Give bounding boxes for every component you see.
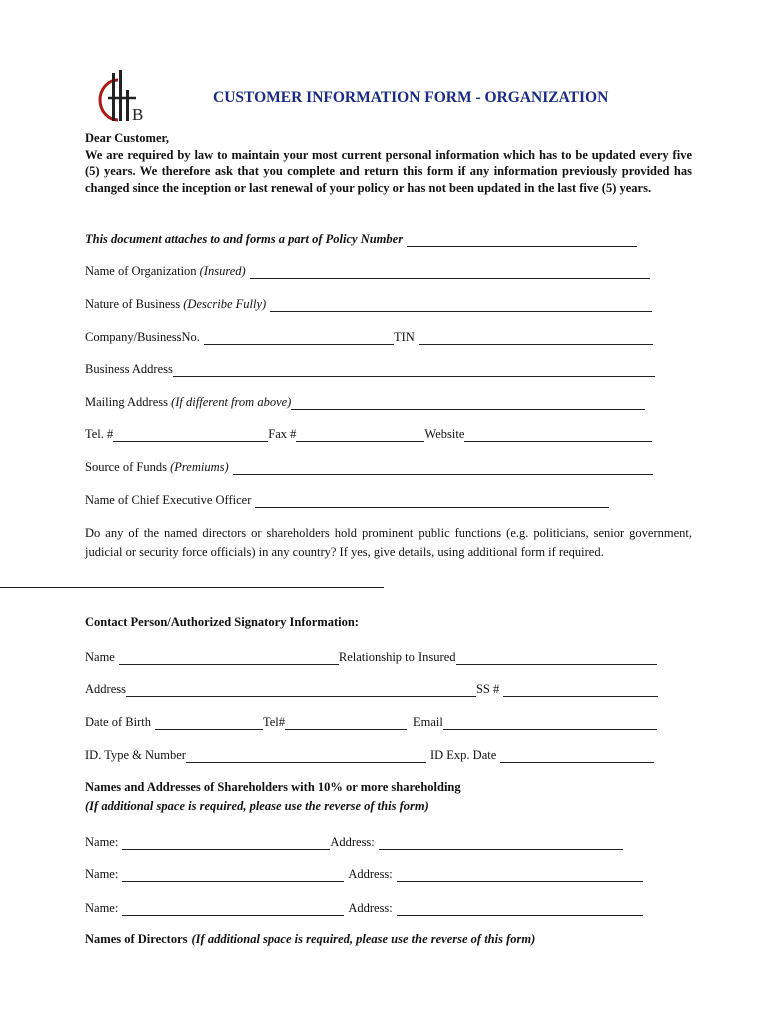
dob-field[interactable] — [155, 717, 263, 730]
company-no-label: Company/BusinessNo. — [85, 330, 200, 344]
intro-block — [85, 130, 692, 196]
dob-label: Date of Birth — [85, 715, 151, 729]
ss-label: SS # — [475, 682, 500, 696]
shareholders-heading-row — [85, 777, 461, 795]
policy-number-label: This document attaches to and forms a part of Policy Number — [85, 232, 404, 246]
ceo-label: Name of Chief Executive Officer — [85, 493, 252, 507]
contact-name-field[interactable] — [119, 652, 339, 665]
pep-answer-line[interactable] — [0, 587, 384, 588]
nature-business-row — [85, 294, 652, 312]
business-address-label: Business Address — [85, 362, 173, 376]
contact-tel-label: Tel# — [262, 715, 286, 729]
id-exp-label: ID Exp. Date — [429, 748, 497, 762]
contact-id-row — [85, 745, 654, 763]
shareholder-address-label: Address: — [348, 901, 393, 915]
mailing-address-field[interactable] — [291, 397, 645, 410]
shareholder-address-field[interactable] — [379, 837, 623, 850]
website-label: Website — [424, 427, 465, 441]
contact-heading: Contact Person/Authorized Signatory Information: — [85, 615, 359, 629]
policy-number-row — [85, 229, 637, 247]
tel-field[interactable] — [113, 429, 268, 442]
shareholder-row — [85, 832, 623, 850]
shareholder-address-label: Address: — [330, 835, 375, 849]
relationship-label: Relationship to Insured — [338, 650, 456, 664]
shareholders-subheading-row — [85, 796, 429, 814]
tel-label: Tel. # — [85, 427, 114, 441]
shareholder-address-field[interactable] — [397, 903, 643, 916]
logo-letter: B — [132, 105, 144, 124]
directors-note: (If additional space is required, please use the reverse of this form) — [191, 932, 536, 946]
source-funds-field[interactable] — [233, 462, 653, 475]
mailing-address-row — [85, 392, 645, 410]
contact-heading-row — [85, 612, 359, 630]
nature-business-field[interactable] — [270, 299, 652, 312]
pep-question: Do any of the named directors or shareholders hold prominent public functions (e.g. politicians, senior government, judicial or security force officials) in any country? If yes, give details, using additional form if required. — [85, 526, 692, 559]
mailing-address-label: Mailing Address (If different from above) — [85, 395, 292, 409]
shareholder-name-label: Name: — [85, 867, 119, 881]
company-logo — [88, 68, 154, 130]
relationship-field[interactable] — [456, 652, 657, 665]
shareholder-name-label: Name: — [85, 835, 119, 849]
contact-name-label: Name — [85, 650, 115, 664]
ceo-field[interactable] — [255, 495, 609, 508]
id-exp-field[interactable] — [500, 750, 654, 763]
shareholder-name-label: Name: — [85, 901, 119, 915]
ceo-row — [85, 490, 609, 508]
shareholders-heading: Names and Addresses of Shareholders with 10% or more shareholding — [85, 780, 461, 794]
contact-address-field[interactable] — [126, 684, 476, 697]
fax-field[interactable] — [296, 429, 424, 442]
nature-business-label: Nature of Business (Describe Fully) — [85, 297, 267, 311]
tel-fax-website-row — [85, 424, 652, 442]
website-field[interactable] — [464, 429, 652, 442]
form-title: CUSTOMER INFORMATION FORM - ORGANIZATION — [213, 89, 609, 106]
source-funds-label: Source of Funds (Premiums) — [85, 460, 229, 474]
org-name-field[interactable] — [250, 266, 650, 279]
shareholder-name-field[interactable] — [122, 869, 344, 882]
shareholder-row — [85, 864, 643, 882]
tin-field[interactable] — [419, 332, 653, 345]
ss-field[interactable] — [503, 684, 658, 697]
directors-heading-row — [85, 929, 535, 947]
greeting: Dear Customer, — [85, 131, 170, 145]
directors-heading: Names of Directors — [85, 932, 188, 946]
org-name-row — [85, 261, 650, 279]
shareholder-name-field[interactable] — [122, 837, 330, 850]
shareholder-row — [85, 898, 643, 916]
contact-name-row — [85, 647, 657, 665]
shareholder-address-label: Address: — [348, 867, 393, 881]
id-type-field[interactable] — [186, 750, 426, 763]
policy-number-field[interactable] — [407, 234, 637, 247]
shareholder-name-field[interactable] — [122, 903, 344, 916]
contact-address-row — [85, 679, 658, 697]
contact-address-label: Address — [85, 682, 126, 696]
business-address-field[interactable] — [173, 364, 655, 377]
email-field[interactable] — [443, 717, 657, 730]
id-type-label: ID. Type & Number — [85, 748, 186, 762]
tin-label: TIN — [393, 330, 415, 344]
company-tin-row — [85, 327, 653, 345]
contact-tel-field[interactable] — [285, 717, 407, 730]
shareholder-address-field[interactable] — [397, 869, 643, 882]
company-no-field[interactable] — [204, 332, 394, 345]
fax-label: Fax # — [268, 427, 297, 441]
shareholders-subheading: (If additional space is required, please use the reverse of this form) — [85, 799, 429, 813]
source-funds-row — [85, 457, 653, 475]
intro-paragraph: We are required by law to maintain your most current personal information which has to be updated every five (5) years. We therefore ask that you complete and return this form if any information previously provided has changed since the inception or last renewal of your policy or has not been updated in the last five (5) years. — [85, 147, 692, 195]
email-label: Email — [413, 715, 443, 729]
org-name-label: Name of Organization (Insured) — [85, 264, 246, 278]
business-address-row — [85, 359, 655, 377]
contact-dob-row — [85, 712, 657, 730]
